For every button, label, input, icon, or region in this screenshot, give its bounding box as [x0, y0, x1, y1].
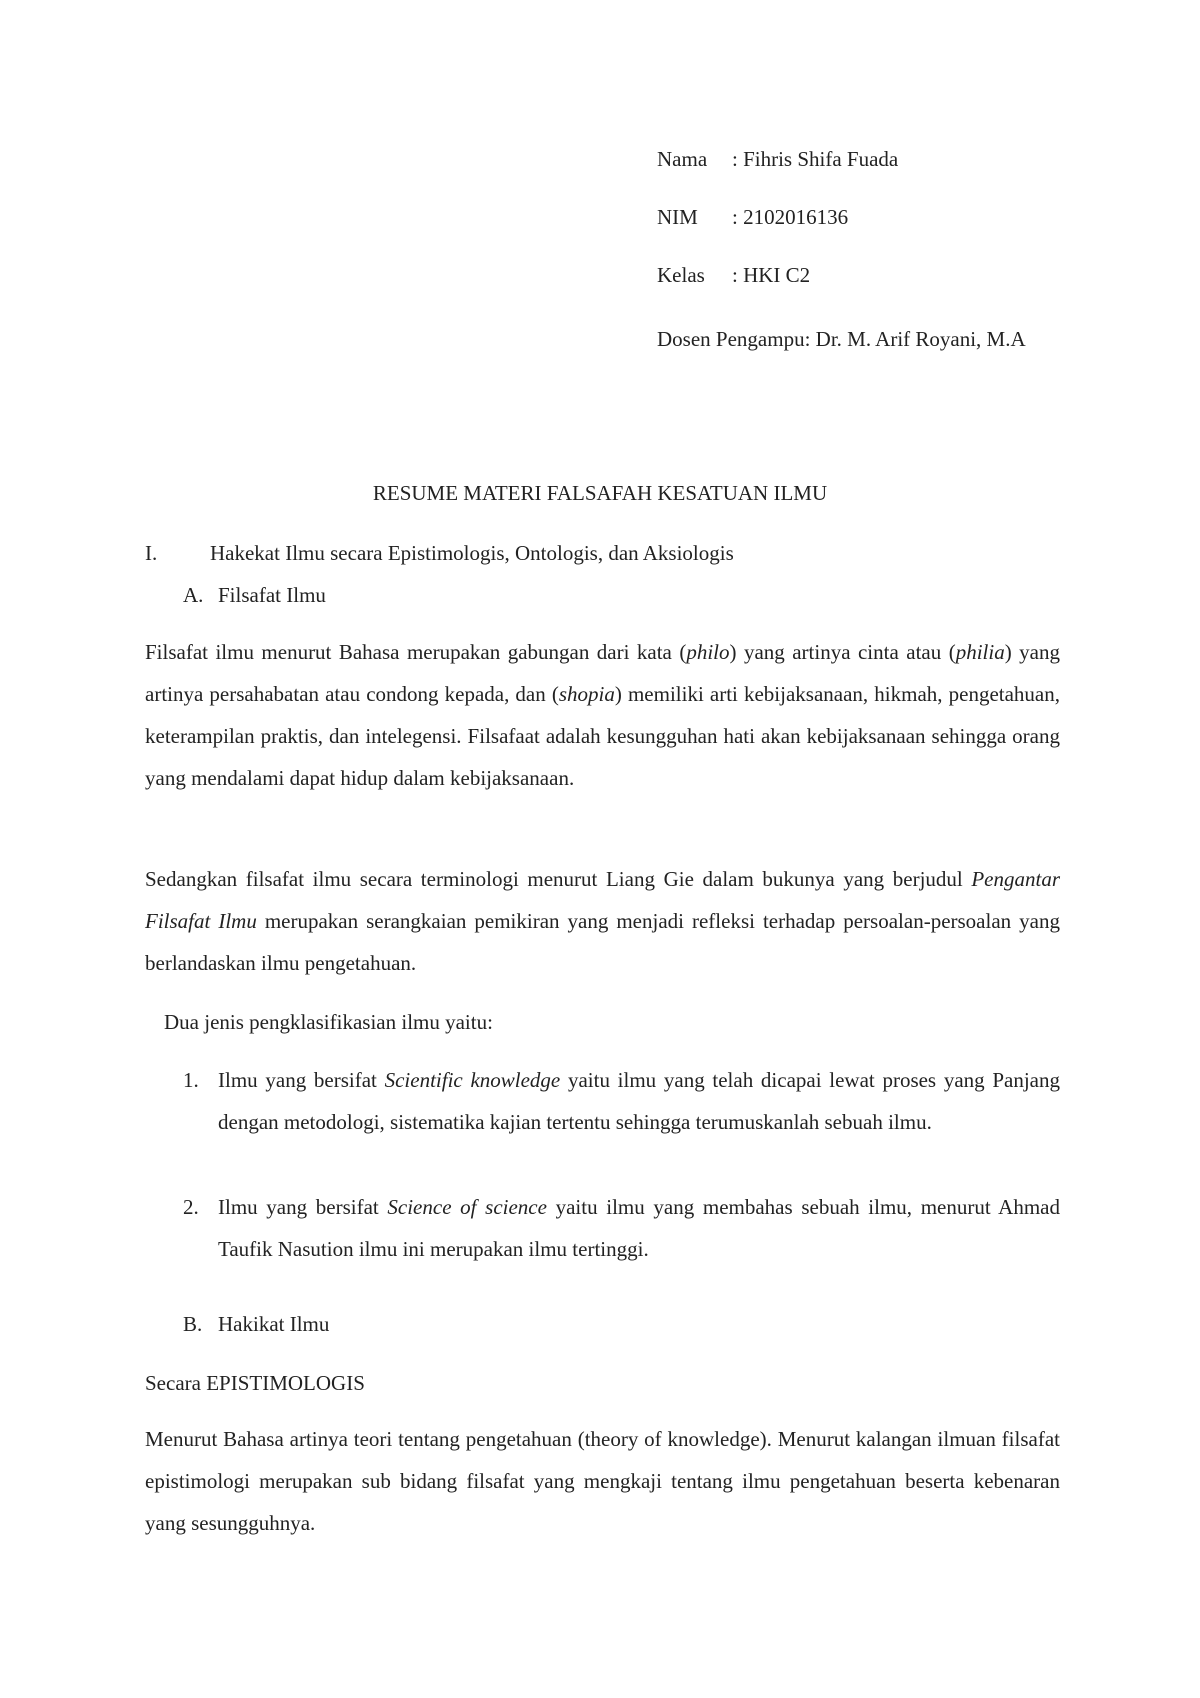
p1-text-d: ) memiliki arti kebijaksanaan, hikmah, pengetahuan, keterampilan praktis, dan intelegensi. Filsafaat adalah kesungguhan hati akan kebijaksanaan sehingga orang yang mendalami dapat hidup dalam kebijaksanaan. [145, 682, 1060, 790]
list-item-1-text-a: Ilmu yang bersifat [218, 1068, 385, 1092]
subsection-b-title: Hakikat Ilmu [218, 1312, 330, 1336]
paragraph-filsafat-bahasa [145, 631, 1060, 799]
epistimologis-heading: Secara EPISTIMOLOGIS [145, 1371, 365, 1395]
p1-text-b: ) yang artinya cinta atau ( [729, 640, 956, 664]
p1-term-philo: philo [686, 640, 730, 664]
p2-text-b: merupakan serangkaian pemikiran yang menjadi refleksi terhadap persoalan-persoalan yang berlandaskan ilmu pengetahuan. [145, 909, 1060, 975]
kelas-value: : HKI C2 [732, 263, 811, 287]
p1-term-shopia: shopia [558, 682, 615, 706]
section-number: I. [145, 541, 158, 565]
subsection-a-letter: A. [183, 583, 204, 607]
subsection-b-letter: B. [183, 1312, 203, 1336]
student-info-block [657, 144, 1062, 360]
document-title: RESUME MATERI FALSAFAH KESATUAN ILMU [372, 481, 828, 505]
nim-label: NIM [657, 205, 698, 229]
section-heading-row [0, 538, 1200, 568]
nim-value: : 2102016136 [732, 205, 849, 229]
list-item-1-term: Scientific knowledge [384, 1068, 561, 1092]
nama-label: Nama [657, 147, 708, 171]
kelas-label: Kelas [657, 263, 705, 287]
nama-value: : Fihris Shifa Fuada [732, 147, 899, 171]
nim-row [657, 202, 1062, 260]
paragraph-epistimologi: Menurut Bahasa artinya teori tentang pengetahuan (theory of knowledge). Menurut kalangan ilmuan filsafat epistimologi merupakan sub bidang filsafat yang mengkaji tentang ilmu pengetahuan beserta kebenaran yang sesungguhnya. [145, 1427, 1060, 1535]
subsection-b-row [0, 1309, 1200, 1339]
subsection-a-row [0, 580, 1200, 610]
paragraph-klasifikasi-intro: Dua jenis pengklasifikasian ilmu yaitu: [164, 1010, 493, 1034]
list-item-2 [218, 1186, 1060, 1270]
list-item-2-text-b: yaitu ilmu yang membahas sebuah ilmu, menurut Ahmad Taufik Nasution ilmu ini merupakan ilmu tertinggi. [218, 1195, 1060, 1261]
p1-text-c: ) yang artinya persahabatan atau condong kepada, dan ( [145, 640, 1060, 706]
p2-book-title: Pengantar Filsafat Ilmu [145, 867, 1060, 933]
subsection-a-title: Filsafat Ilmu [218, 583, 326, 607]
nama-row [657, 144, 1062, 202]
p1-text-a: Filsafat ilmu menurut Bahasa merupakan gabungan dari kata ( [145, 640, 687, 664]
kelas-row [657, 260, 1062, 318]
list-item-2-text-a: Ilmu yang bersifat [218, 1195, 388, 1219]
list-item-2-number: 2. [183, 1195, 199, 1219]
list-item-1-text-b: yaitu ilmu yang telah dicapai lewat proses yang Panjang dengan metodologi, sistematika kajian tertentu sehingga terumuskanlah sebuah ilmu. [218, 1068, 1060, 1134]
p1-term-philia: philia [955, 640, 1005, 664]
section-heading: Hakekat Ilmu secara Epistimologis, Ontologis, dan Aksiologis [210, 541, 734, 565]
list-item-1-number: 1. [183, 1068, 199, 1092]
dosen-pengampu: Dosen Pengampu: Dr. M. Arif Royani, M.A [657, 327, 1026, 351]
paragraph-terminologi [145, 858, 1060, 984]
list-item-2-term: Science of science [387, 1195, 547, 1219]
p2-text-a: Sedangkan filsafat ilmu secara terminologi menurut Liang Gie dalam bukunya yang berjudul [145, 867, 972, 891]
list-item-1 [218, 1059, 1060, 1143]
